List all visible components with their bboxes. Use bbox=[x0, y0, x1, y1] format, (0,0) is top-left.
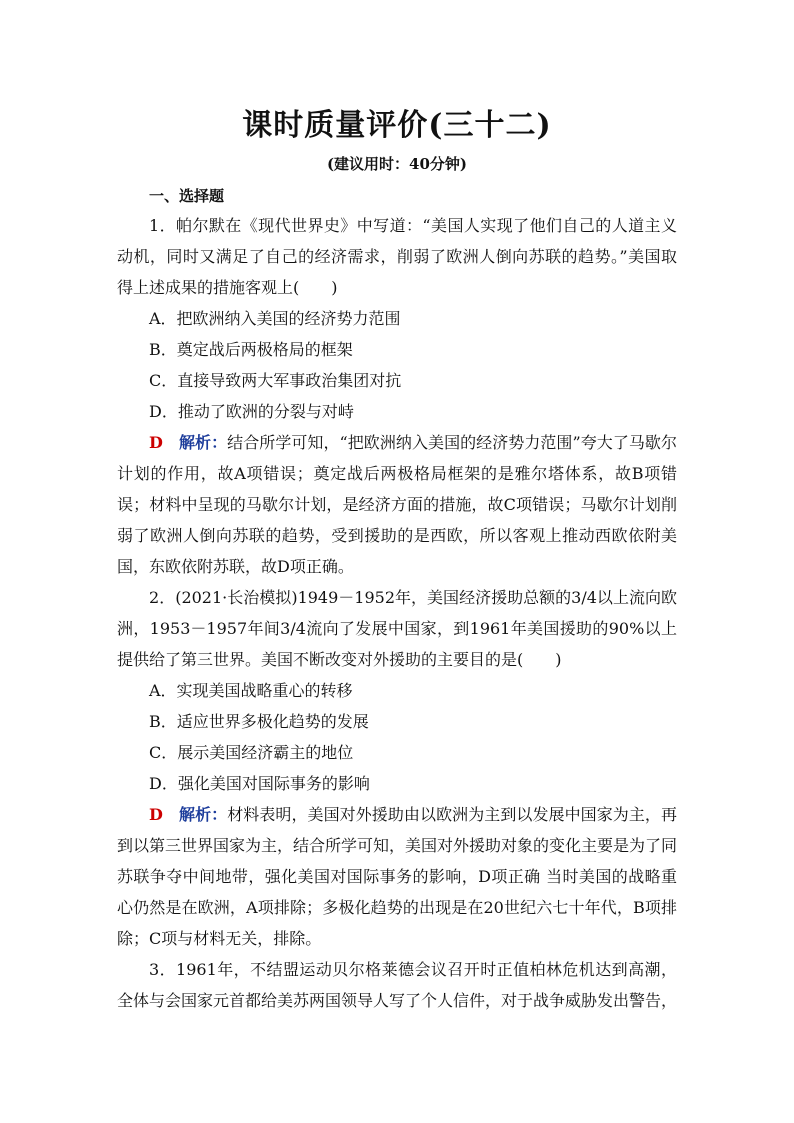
question-1-analysis-label: 解析： bbox=[178, 433, 228, 452]
question-2-stem: 2．(2021·长治模拟)1949－1952年，美国经济援助总额的3/4以上流向欧洲，1953－1957年间3/4流向了发展中国家，到1961年美国援助的90%以上提供给了第三世界。美国不断改变对外援助的主要目的是( ) bbox=[117, 588, 677, 669]
question-2-option-b: B．适应世界多极化趋势的发展 bbox=[149, 712, 369, 731]
document-body bbox=[117, 182, 677, 1016]
question-1-stem: 1．帕尔默在《现代世界史》中写道：“美国人实现了他们自己的人道主义动机，同时又满足了自己的经济需求，削弱了欧洲人倒向苏联的趋势。”美国取得上述成果的措施客观上( ) bbox=[117, 216, 677, 297]
question-1-option-c: C．直接导致两大军事政治集团对抗 bbox=[149, 371, 402, 390]
question-3-stem: 3．1961年，不结盟运动贝尔格莱德会议召开时正值柏林危机达到高潮，全体与会国家元首都给美苏两国领导人写了个人信件，对于战争威胁发出警告， bbox=[117, 960, 678, 1010]
question-2-option-d: D．强化美国对国际事务的影响 bbox=[149, 774, 370, 793]
question-1-analysis bbox=[117, 427, 677, 582]
question-1-analysis-text: 结合所学可知，“把欧洲纳入美国的经济势力范围”夸大了马歇尔计划的作用，故A项错误；奠定战后两极格局框架的是雅尔塔体系，故B项错误；材料中呈现的马歇尔计划，是经济方面的措施，故C项错误；马歇尔计划削弱了欧洲人倒向苏联的趋势，受到援助的是西欧，所以客观上推动西欧依附美国，东欧依附苏联，故D项正确。 bbox=[117, 433, 677, 576]
page-title: 课时质量评价(三十二) bbox=[242, 108, 552, 143]
question-2-answer: D bbox=[149, 805, 163, 824]
page-subtitle: (建议用时：40分钟) bbox=[326, 155, 468, 173]
section-heading: 一、选择题 bbox=[149, 187, 225, 205]
question-1-option-a: A．把欧洲纳入美国的经济势力范围 bbox=[149, 309, 401, 328]
question-1-answer: D bbox=[149, 433, 163, 452]
question-2-option-c: C．展示美国经济霸主的地位 bbox=[149, 743, 354, 762]
question-1-option-b: B．奠定战后两极格局的框架 bbox=[149, 340, 353, 359]
question-2-analysis-text: 材料表明，美国对外援助由以欧洲为主到以发展中国家为主，再到以第三世界国家为主，结合所学可知，美国对外援助对象的变化主要是为了同苏联争夺中间地带，强化美国对国际事务的影响，D项正确 当时美国的战略重心仍然是在欧洲，A项排除；多极化趋势的出现是在20世纪六七十年代，B项排除；C项与材料无关，排除。 bbox=[117, 805, 678, 948]
question-2-analysis bbox=[117, 799, 677, 954]
question-1-option-d: D．推动了欧洲的分裂与对峙 bbox=[149, 402, 354, 421]
question-2-option-a: A．实现美国战略重心的转移 bbox=[149, 681, 353, 700]
question-2-analysis-label: 解析： bbox=[179, 805, 228, 824]
